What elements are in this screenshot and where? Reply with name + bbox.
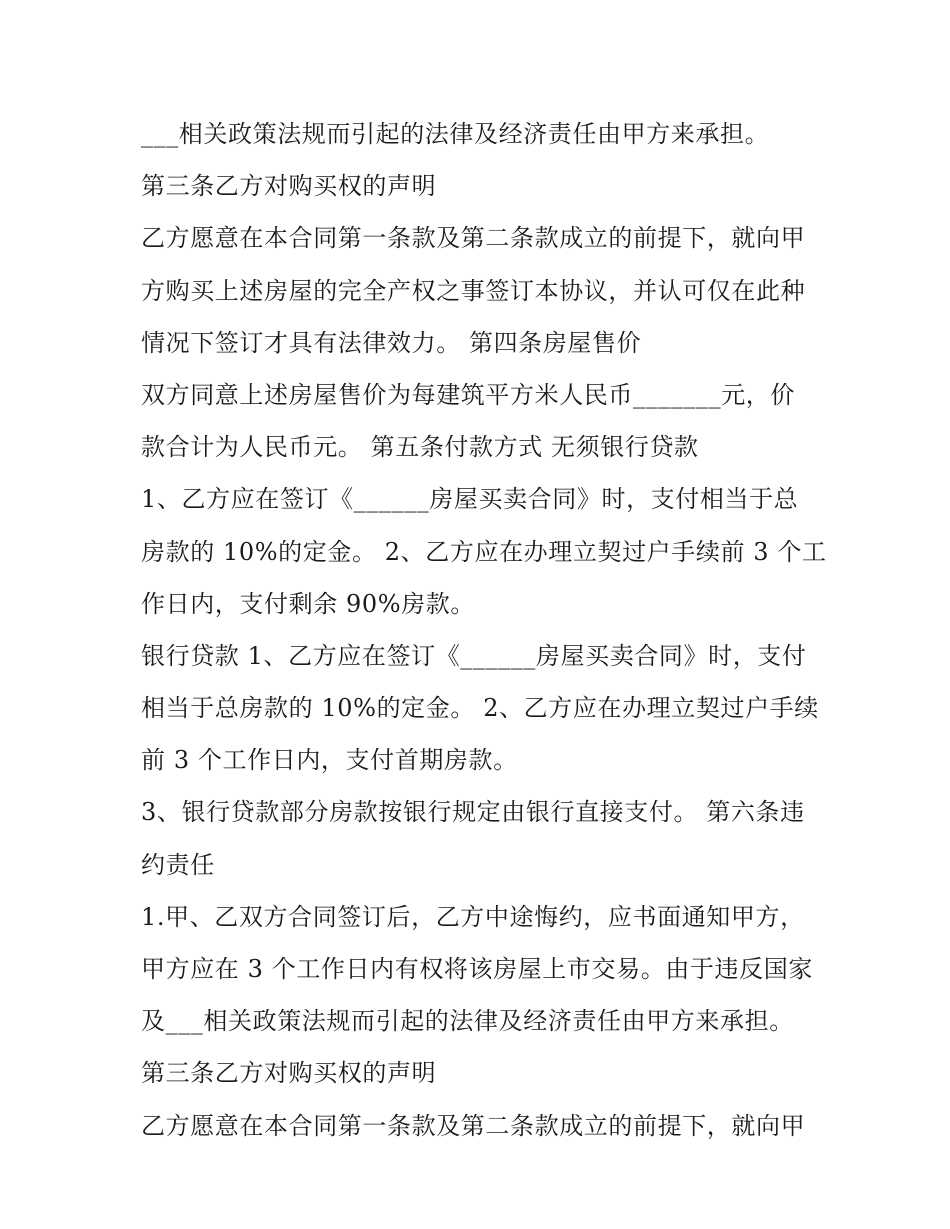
section-heading: 第三条乙方对购买权的声明 [141, 172, 437, 201]
text-line: 银行贷款 1、乙方应在签订《______房屋买卖合同》时，支付 [141, 641, 807, 670]
text-line: 作日内，支付剩余 90%房款。 [141, 589, 475, 618]
text-line: 约责任 [141, 850, 215, 879]
contract-text [141, 108, 831, 1152]
text-line: 前 3 个工作日内，支付首期房款。 [141, 746, 518, 775]
text-line: 双方同意上述房屋售价为每建筑平方米人民币_______元，价 [141, 380, 795, 409]
text-line: 相当于总房款的 10%的定金。 2、乙方应在办理立契过户手续 [141, 694, 819, 723]
text-line: 1、乙方应在签订《______房屋买卖合同》时，支付相当于总 [141, 485, 799, 514]
text-line: 款合计为人民币元。 第五条付款方式 无须银行贷款 [141, 433, 699, 462]
text-line: 1.甲、乙双方合同签订后，乙方中途悔约，应书面通知甲方， [141, 902, 805, 931]
text-line: 情况下签订才具有法律效力。 第四条房屋售价 [141, 328, 642, 357]
text-line: 甲方应在 3 个工作日内有权将该房屋上市交易。由于违反国家 [141, 955, 813, 983]
section-heading: 第三条乙方对购买权的声明 [141, 1059, 437, 1088]
text-line: 方购买上述房屋的完全产权之事签订本协议，并认可仅在此种 [141, 276, 806, 305]
text-line: 及___相关政策法规而引起的法律及经济责任由甲方来承担。 [141, 1007, 794, 1036]
text-line: 房款的 10%的定金。 2、乙方应在办理立契过户手续前 3 个工 [141, 537, 827, 566]
text-line: ___相关政策法规而引起的法律及经济责任由甲方来承担。 [141, 120, 770, 148]
text-line: 乙方愿意在本合同第一条款及第二条款成立的前提下，就向甲 [141, 1111, 806, 1140]
text-line: 乙方愿意在本合同第一条款及第二条款成立的前提下，就向甲 [141, 224, 806, 253]
text-line: 3、银行贷款部分房款按银行规定由银行直接支付。 第六条违 [141, 798, 805, 827]
